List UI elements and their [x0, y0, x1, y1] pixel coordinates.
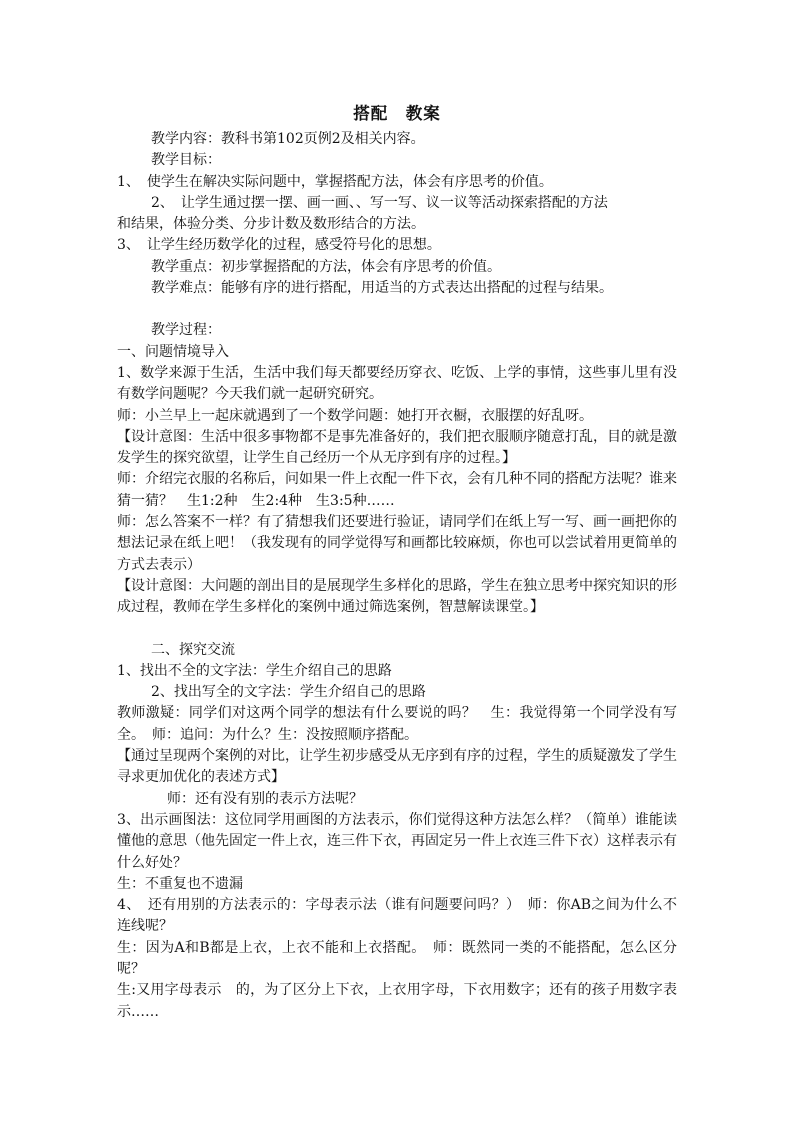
- lesson-plan-document: [117, 101, 677, 1023]
- section-2-paragraph: 1、找出不全的文字法：学生介绍自己的思路: [117, 662, 392, 679]
- section-2-paragraph: 生：不重复也不遗漏: [117, 875, 243, 892]
- section-2-heading: 二、探究交流: [151, 641, 235, 658]
- section-2-paragraph: 教师激疑：同学们对这两个同学的想法有什么要说的吗？ 生：我觉得第一个同学没有写全。 师：追问：为什么？生：没按照顺序搭配。: [117, 705, 677, 743]
- design-intent-note: 【设计意图：生活中很多事物都不是事先准备好的，我们把衣服顺序随意打乱，目的就是激发学生的探究欲望，让学生自己经历一个从无序到有序的过程。】: [117, 428, 677, 467]
- section-1-paragraph: 师：小兰早上一起床就遇到了一个数学问题：她打开衣橱，衣服摆的好乱呀。: [117, 407, 593, 424]
- difficulty: 教学难点：能够有序的进行搭配，用适当的方式表达出搭配的过程与结果。: [151, 280, 613, 297]
- objectives-heading: 教学目标：: [151, 152, 221, 169]
- section-1-paragraph: 师：怎么答案不一样？有了猜想我们还要进行验证，请同学们在纸上写一写、画一画把你的想法记录在纸上吧！（我发现有的同学觉得写和画都比较麻烦，你也可以尝试着用更简单的方式去表示）: [117, 514, 677, 573]
- teaching-content: 教学内容：教科书第102页例2及相关内容。: [151, 131, 425, 147]
- objective-3: 3、 让学生经历数学化的过程，感受符号化的思想。: [117, 237, 441, 254]
- section-2-paragraph: 2、找出写全的文字法：学生介绍自己的思路: [151, 684, 426, 701]
- design-intent-note: 【设计意图：大问题的剖出目的是展现学生多样化的思路，学生在独立思考中探究知识的形成过程，教师在学生多样化的案例中通过筛选案例，智慧解读课堂。】: [117, 577, 677, 616]
- process-heading: 教学过程：: [151, 322, 221, 339]
- section-2-paragraph: 4、 还有用别的方法表示的：字母表示法（谁有问题要问吗？） 师：你AB之间为什么不连线呢？: [117, 897, 677, 935]
- objective-2-line-2: 和结果，体验分类、分步计数及数形结合的方法。: [117, 216, 425, 233]
- document-title: 搭配 教案: [353, 104, 441, 123]
- key-point: 教学重点：初步掌握搭配的方法，体会有序思考的价值。: [151, 258, 501, 275]
- spacer: [117, 619, 677, 640]
- objective-1: 1、 使学生在解决实际问题中，掌握搭配方法，体会有序思考的价值。: [117, 173, 553, 190]
- section-2-paragraph: 3、出示画图法：这位同学用画图的方法表示，你们觉得这种方法怎么样？（简单）谁能读懂他的意思（他先固定一件上衣，连三件下衣，再固定另一件上衣连三件下衣）这样表示有什么好处？: [117, 811, 677, 871]
- design-intent-note: 【通过呈现两个案例的对比，让学生初步感受从无序到有序的过程，学生的质疑激发了学生寻求更加优化的表述方式】: [117, 748, 677, 786]
- section-2-paragraph: 生：因为A和B都是上衣，上衣不能和上衣搭配。 师：既然同一类的不能搭配，怎么区分呢？: [117, 939, 677, 977]
- section-2-paragraph: 师：还有没有别的表示方法呢？: [167, 790, 363, 807]
- spacer: [117, 299, 677, 320]
- section-1-paragraph: 1、数学来源于生活，生活中我们每天都要经历穿衣、吃饭、上学的事情，这些事儿里有没有数学问题呢？今天我们就一起研究研究。: [117, 364, 677, 403]
- section-1-heading: 一、问题情境导入: [117, 343, 229, 360]
- section-2-paragraph: 生:又用字母表示 的，为了区分上下衣，上衣用字母，下衣用数字；还有的孩子用数字表示……: [117, 982, 677, 1020]
- objective-2-line-1: 2、 让学生通过摆一摆、画一画、、写一写、议一议等活动探索搭配的方法: [151, 194, 608, 211]
- section-1-paragraph: 师：介绍完衣服的名称后，问如果一件上衣配一件下衣，会有几种不同的搭配方法呢？谁来猜一猜？ 生1:2种 生2:4种 生3:5种……: [117, 471, 677, 509]
